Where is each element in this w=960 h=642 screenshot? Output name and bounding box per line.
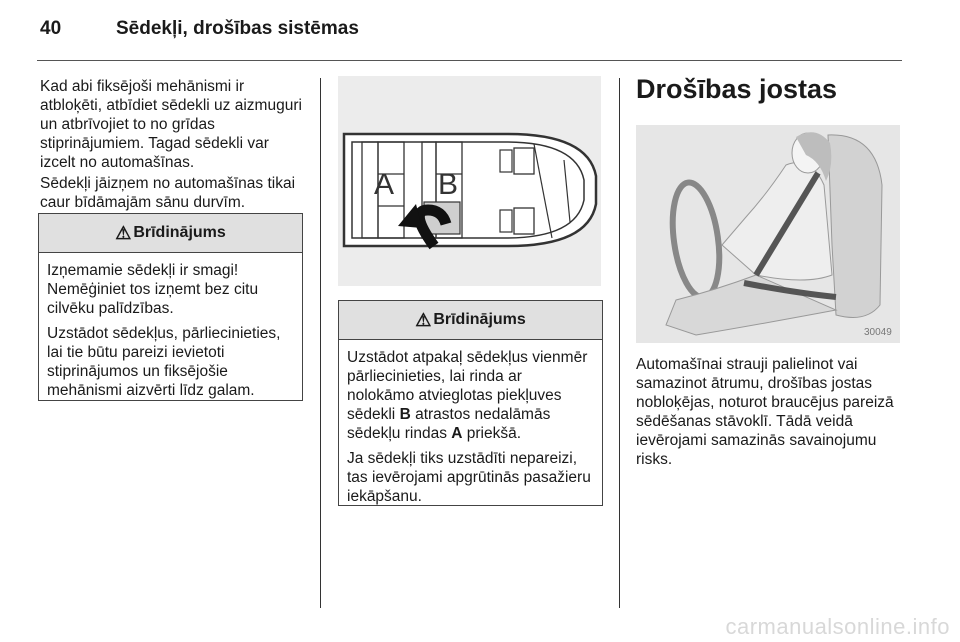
warning-title: Brīdinājums (133, 224, 226, 241)
chapter-title: Sēdekļi, drošības sistēmas (116, 18, 359, 39)
warning-header (339, 301, 602, 340)
seat-row-b-label: B (438, 168, 459, 201)
page-number: 40 (40, 18, 62, 39)
warning-paragraph: Ja sēdekļi tiks uzstādīti nepareizi, tas ievērojami apgrūtinās pasažieru iekāpšanu. (347, 450, 591, 505)
seat-row-a-label: A (374, 168, 395, 201)
warning-triangle-icon: ⚠ (115, 222, 132, 243)
warning-header (39, 214, 302, 253)
col1-paragraph-2: Sēdekļi jāizņem no automašīnas tikai caur bīdāmajām sānu durvīm. (40, 175, 296, 211)
warning-title: Brīdinājums (433, 311, 526, 328)
column-divider-2 (619, 78, 620, 608)
van-seat-diagram (338, 76, 601, 286)
warning-paragraph: Izņemamie sēdekļi ir smagi! Nemēģiniet tos izņemt bez citu cilvēku palīdzības. (47, 262, 259, 317)
warning-box-1 (38, 213, 303, 401)
col3-paragraph-1: Automašīnai strauji palielinot vai samazinot ātrumu, drošības jostas nobloķējas, noturot braucējus pareizā sēdēšanas stāvoklī. Tādā veidā ievērojami samazinās savainojumu risks. (636, 356, 894, 468)
figure-code: 30049 (864, 327, 892, 338)
section-title: Drošības jostas (636, 74, 838, 104)
warning-box-2 (338, 300, 603, 506)
watermark: carmanualsonline.info (725, 614, 950, 639)
seatbelt-figure (636, 125, 900, 343)
warning-body (339, 340, 602, 520)
warning-triangle-icon: ⚠ (415, 309, 432, 330)
header-rule (37, 60, 902, 61)
warning-body (39, 253, 302, 414)
col1-paragraph-1: Kad abi fiksējoši mehānismi ir atbloķēti, atbīdiet sēdekli uz aizmuguri un atbrīvojiet to no grīdas stiprinājumiem. Tagad sēdekli var izcelt no automašīnas. (40, 78, 302, 171)
seatbelt-driver-illustration (636, 125, 900, 343)
seat-layout-figure (338, 76, 601, 286)
warning-paragraph: Uzstādot atpakaļ sēdekļus vienmēr pārliecinieties, lai rinda ar nolokāmo atvieglotas piekļuves sēdekli B atrastos nedalāmās sēdekļu rindas A priekšā. (347, 349, 588, 442)
warning-paragraph: Uzstādot sēdekļus, pārliecinieties, lai tie būtu pareizi ievietoti stiprinājumos un fiksējošie mehānismi aizvērti līdz galam. (47, 325, 281, 399)
column-divider-1 (320, 78, 321, 608)
